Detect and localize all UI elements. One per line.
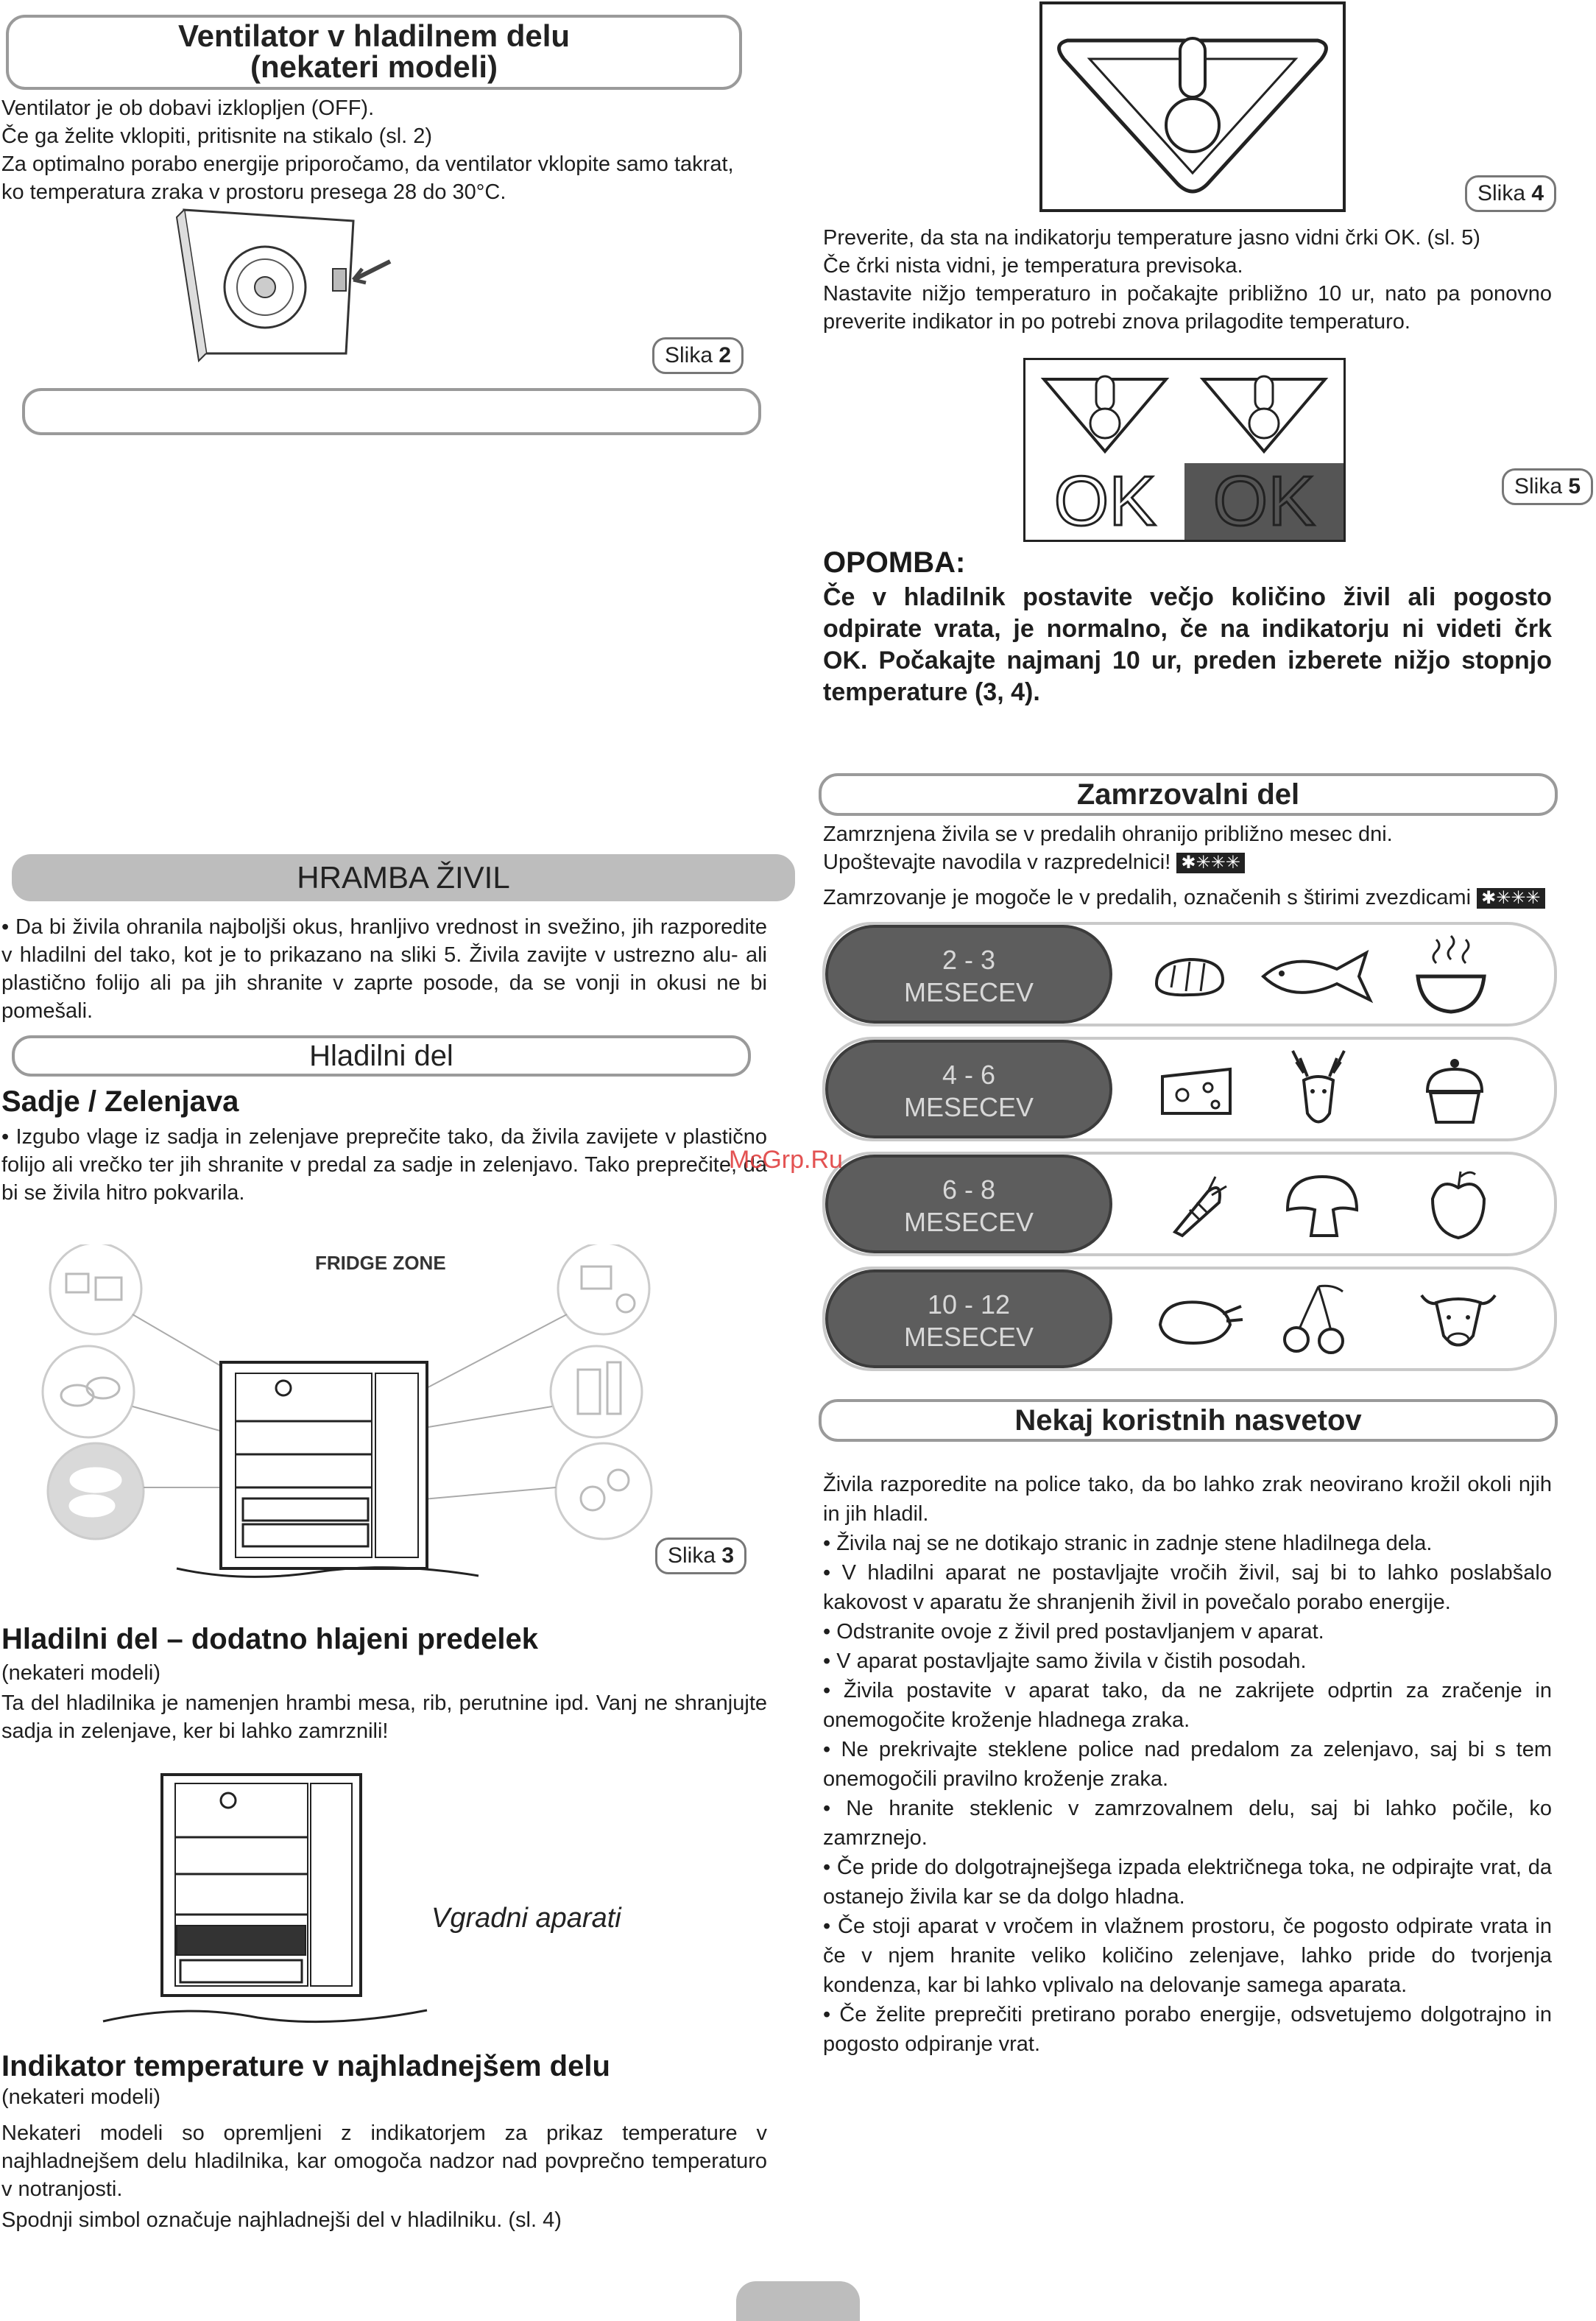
hramba-text: • Da bi živila ohranila najboljši okus, hranljivo vrednost in svežino, jih razporedite v hladilni del tako, kot je to prikazano na sliki 5. Živila zavijte v ustrezno alu- ali plastično folijo ali pa jih shranite v zaprte posode, da se vonji in okusi ne bi pomešali. [1, 915, 767, 1023]
fan-title-line1: Ventilator v hladilnem delu [177, 18, 571, 53]
storage-period-row [822, 922, 1557, 1026]
storage-period-pill: 6 - 8 MESECEV [825, 1155, 1112, 1253]
opomba-heading: OPOMBA: [823, 546, 966, 579]
built-in-fridge-illustration [96, 1767, 434, 2032]
tip-item: • Odstranite ovoje z živil pred postavljanjem v aparat. [823, 1620, 1324, 1644]
mushroom-icon [1282, 1169, 1363, 1243]
apple-icon [1425, 1166, 1491, 1243]
dodatno-subheading: (nekateri modeli) [1, 1661, 160, 1685]
sadje-heading: Sadje / Zelenjava [1, 1085, 239, 1118]
empty-rounded-bar [22, 388, 761, 435]
storage-period-pill: 2 - 3 MESECEV [825, 925, 1112, 1024]
opomba-text: Če v hladilnik postavite večjo količino živil ali pogosto odpirate vrata, je normalno, če na indikatorju ni videti črk OK. Počakajte najmanj 10 ur, preden izberete nižjo stopnjo temperature (3, 4). [823, 583, 1552, 706]
slika-5-label: Slika 5 [1502, 468, 1593, 505]
soup-bowl-icon [1414, 932, 1488, 1021]
sadje-text: • Izgubo vlage iz sadja in zelenjave preprečite tako, da živila zavijete v plastično folijo ali vrečko ter jih shranite v predal za sadje in zelenjavo. Tako preprečite, da bi se živila hitro pokvarila. [1, 1125, 767, 1205]
tip-item: • Če pride do dolgotrajnejšega izpada električnega toka, ne odpirajte vrat, da ostanejo živila kar se da dolgo hladna. [823, 1856, 1552, 1909]
bread-icon [1149, 951, 1230, 1002]
ok-symbol-right [1192, 364, 1336, 460]
indikator-subheading: (nekateri modeli) [1, 2085, 160, 2109]
fish-icon [1256, 947, 1381, 1006]
vgradni-label: Vgradni aparati [431, 1903, 621, 1934]
tip-item: • Če želite preprečiti pretirano porabo energije, odsvetujemo dolgotrajno in pogosto odpiranje vrat. [823, 2003, 1552, 2056]
slika-3-label: Slika 3 [655, 1538, 746, 1574]
ok-label-dark: OK [1212, 462, 1316, 540]
tips-list [823, 1470, 1552, 2059]
page-number-pill [736, 2281, 860, 2321]
cupcake-icon [1422, 1054, 1488, 1128]
vegetable-icon [1164, 1173, 1230, 1239]
fan-text [1, 94, 745, 206]
tip-item: • Ne hranite steklenic v zamrzovalnem delu, saj bi lahko počile, ko zamrznejo. [823, 1797, 1552, 1850]
fan-text-line: Za optimalno porabo energije priporočamo, da ventilator vklopite samo takrat, ko temperatura zraka v prostoru presega 28 do 30°C. [1, 152, 734, 204]
watermark-text: McGrp.Ru [729, 1146, 843, 1174]
ok-label-light: OK [1053, 462, 1157, 540]
zamrz-text-1: Zamrznjena živila se v predalih ohranijo približno mesec dni. [823, 823, 1393, 846]
fan-text-line: Če ga želite vklopiti, pritisnite na stikalo (sl. 2) [1, 124, 433, 148]
fan-section-title [6, 15, 742, 90]
storage-period-pill: 10 - 12 MESECEV [825, 1269, 1112, 1368]
indikator-text-2: Spodnji simbol označuje najhladnejši del v hladilniku. (sl. 4) [1, 2208, 562, 2232]
storage-period-row [822, 1037, 1557, 1141]
fan-illustration [169, 206, 405, 368]
four-star-symbol: ✱✳✳✳ [1176, 853, 1244, 873]
indikator-text: Nekateri modeli so opremljeni z indikatorjem za prikaz temperature v najhladnejšem delu hladilnika, kar omogoča nadzor nad povprečno temperaturo v notranjosti. [1, 2121, 767, 2201]
zamrz-text-3: Zamrzovanje je mogoče le v predalih, označenih s štirimi zvezdicami [823, 886, 1472, 909]
zamrz-text-2: Upoštevajte navodila v razpredelnici! [823, 850, 1171, 874]
zamrz-text-3-row [823, 884, 1559, 912]
chicken-icon [1149, 1292, 1245, 1350]
zamrz-text-2-row [823, 848, 1552, 876]
deer-icon [1278, 1043, 1359, 1135]
slika-4-label: Slika 4 [1465, 175, 1556, 212]
ok-indicator-panel [1023, 358, 1346, 542]
slika-2-label: Slika 2 [652, 337, 744, 374]
four-star-symbol: ✱✳✳✳ [1477, 888, 1544, 909]
cow-icon [1414, 1281, 1503, 1358]
temperature-indicator-symbol [1038, 0, 1347, 214]
tip-item: • Živila postavite v aparat tako, da ne zakrijete odprtin za zračenje in onemogočite kroženje hladnega zraka. [823, 1679, 1552, 1732]
fan-title-line2: (nekateri modeli) [250, 49, 498, 84]
nasveti-section-title: Nekaj koristnih nasvetov [819, 1399, 1558, 1442]
zamrz-section-title: Zamrzovalni del [819, 773, 1558, 816]
ok-text-line: Preverite, da sta na indikatorju temperature jasno vidni črki OK. (sl. 5) [823, 226, 1480, 250]
hramba-section-title: HRAMBA ŽIVIL [12, 854, 795, 901]
ok-text-line: Če črki nista vidni, je temperatura previsoka. [823, 254, 1243, 278]
cheese-icon [1157, 1062, 1237, 1121]
dodatno-heading: Hladilni del – dodatno hlajeni predelek [1, 1623, 539, 1655]
ok-text-line: Nastavite nižjo temperaturo in počakajte približno 10 ur, nato pa ponovno preverite indikator in po potrebi znova prilagodite temperaturo. [823, 282, 1552, 334]
storage-period-pill: 4 - 6 MESECEV [825, 1040, 1112, 1138]
dodatno-text: Ta del hladilnika je namenjen hrambi mesa, rib, perutnine ipd. Vanj ne shranjujte sadja in zelenjave, ker bi lahko zamrznili! [1, 1691, 767, 1743]
ok-symbol-left [1033, 364, 1177, 460]
storage-period-row [822, 1267, 1557, 1371]
fan-text-line: Ventilator je ob dobavi izklopljen (OFF). [1, 96, 375, 120]
tip-item: Živila razporedite na police tako, da bo lahko zrak neovirano krožil okoli njih in jih hladil. [823, 1473, 1552, 1526]
storage-period-row [822, 1152, 1557, 1256]
hladilni-section-title: Hladilni del [12, 1035, 751, 1077]
tip-item: • Če stoji aparat v vročem in vlažnem prostoru, če pogosto odpirate vrata in če v njem hranite veliko količino zelenjave, lahko pride do tvorjenja kondenza, kar bi lahko vplivalo na delovanje samega aparata. [823, 1915, 1552, 1997]
ok-check-text [823, 224, 1552, 336]
tip-item: • Živila naj se ne dotikajo stranic in zadnje stene hladilnega dela. [823, 1532, 1433, 1555]
fridge-zone-label: FRIDGE ZONE [315, 1252, 446, 1274]
tip-item: • V aparat postavljajte samo živila v čistih posodah. [823, 1649, 1307, 1673]
indikator-heading: Indikator temperature v najhladnejšem delu [1, 2050, 610, 2082]
cherries-icon [1278, 1281, 1352, 1358]
tip-item: • Ne prekrivajte steklene police nad predalom za zelenjavo, saj bi s tem onemogočili pravilno kroženje zraka. [823, 1738, 1552, 1791]
tip-item: • V hladilni aparat ne postavljajte vročih živil, saj bi to lahko poslabšalo kakovost v aparatu že shranjenih živil in povečalo porabo energije. [823, 1561, 1552, 1614]
